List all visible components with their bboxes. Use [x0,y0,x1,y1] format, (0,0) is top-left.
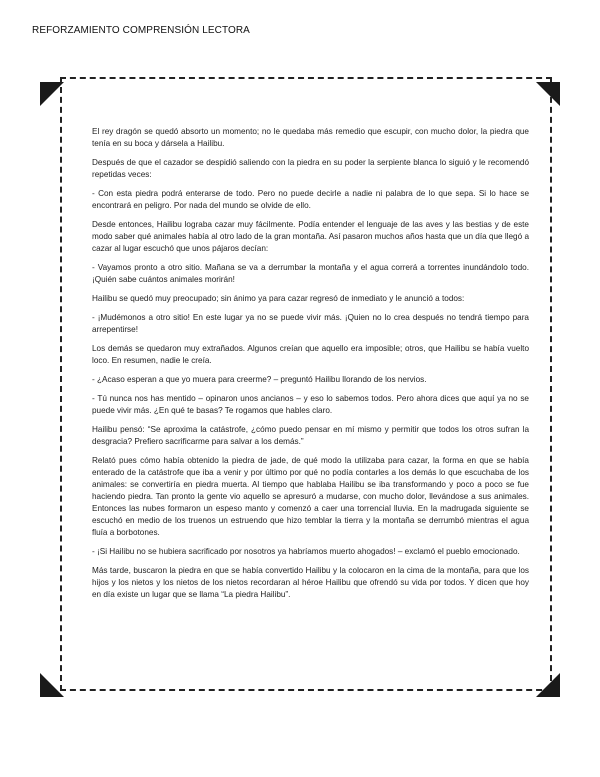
paragraph: - Con esta piedra podrá enterarse de todo. Pero no puede decirle a nadie ni palabra de lo que sepa. Si lo hace se encontrará en peligro. Por nada del mundo se olvide de ello. [92,189,529,210]
paragraph: - Tú nunca nos has mentido – opinaron unos ancianos – y eso lo sabemos todos. Pero ahora dices que aquí ya no se puede vivir más. ¿En qué te basas? Te rogamos que hables claro. [92,394,529,415]
paragraph: - ¿Acaso esperan a que yo muera para creerme? – preguntó Hailibu llorando de los nervios. [92,375,427,384]
paragraph: Hailibu pensó: “Se aproxima la catástrofe, ¿cómo puedo pensar en mí mismo y permitir que todos los otros sufran la desgracia? Prefiero sacrificarme para salvar a los demás.” [92,425,529,446]
story-text [92,126,529,608]
paragraph: Los demás se quedaron muy extrañados. Algunos creían que aquello era imposible; otros, que Hailibu se había vuelto loco. En resumen, nadie le creía. [92,344,529,365]
paragraph: Después de que el cazador se despidió saliendo con la piedra en su poder la serpiente blanca lo siguió y le recomendó repetidas veces: [92,158,529,179]
paragraph: Hailibu se quedó muy preocupado; sin ánimo ya para cazar regresó de inmediato y le anunció a todos: [92,294,465,303]
paragraph: Desde entonces, Hailibu lograba cazar muy fácilmente. Podía entender el lenguaje de las aves y las bestias y de este modo saber qué animales había al otro lado de la gran montaña. Así pasaron muchos años hasta que un día que llegó a cazar al lugar escuchó que unos pájaros decían: [92,220,529,253]
corner-triangle-top-left [40,82,64,106]
paragraph: Más tarde, buscaron la piedra en que se había convertido Hailibu y la colocaron en la cima de la montaña, para que los hijos y los nietos y los nietos de los nietos recordaran al héroe Hailibu que ofrendó su vida por todos. Y dicen que hoy en día existe un lugar que se llama “La piedra Hailibu”. [92,566,529,599]
paragraph: Relató pues cómo había obtenido la piedra de jade, de qué modo la utilizaba para cazar, la forma en que se había enterado de la catástrofe que iba a venir y por último por qué no podía contarles a los demás lo que escuchaba de los animales: se convertiría en piedra muerta. Al tiempo que hablaba Hailibu se iba transformando y poco a poco se fue haciendo piedra. Tan pronto la gente vio aquello se apresuró a mudarse, con mucho dolor, llevándose a sus animales. Entonces las nubes formaron un espeso manto y comenzó a caer una torrencial lluvia. En la madrugada siguiente se escuchó en medio de los truenos un estruendo que hizo temblar la tierra y la montaña se derrumbó mientras el agua fluía a borbotones. [92,456,529,537]
paragraph: - Vayamos pronto a otro sitio. Mañana se va a derrumbar la montaña y el agua correrá a torrentes inundándolo todo. ¡Quién sabe cuántos animales morirán! [92,263,529,284]
worksheet-header: REFORZAMIENTO COMPRENSIÓN LECTORA [32,25,250,36]
corner-triangle-bottom-left [40,673,64,697]
corner-triangle-bottom-right [536,673,560,697]
paragraph: - ¡Mudémonos a otro sitio! En este lugar ya no se puede vivir más. ¡Quien no lo crea después no tendrá tiempo para arrepentirse! [92,313,529,334]
paragraph: El rey dragón se quedó absorto un momento; no le quedaba más remedio que escupir, con mucho dolor, la piedra que tenía en su boca y dársela a Hailibu. [92,127,529,148]
paragraph: - ¡Si Hailibu no se hubiera sacrificado por nosotros ya habríamos muerto ahogados! – exclamó el pueblo emocionado. [92,547,520,556]
corner-triangle-top-right [536,82,560,106]
